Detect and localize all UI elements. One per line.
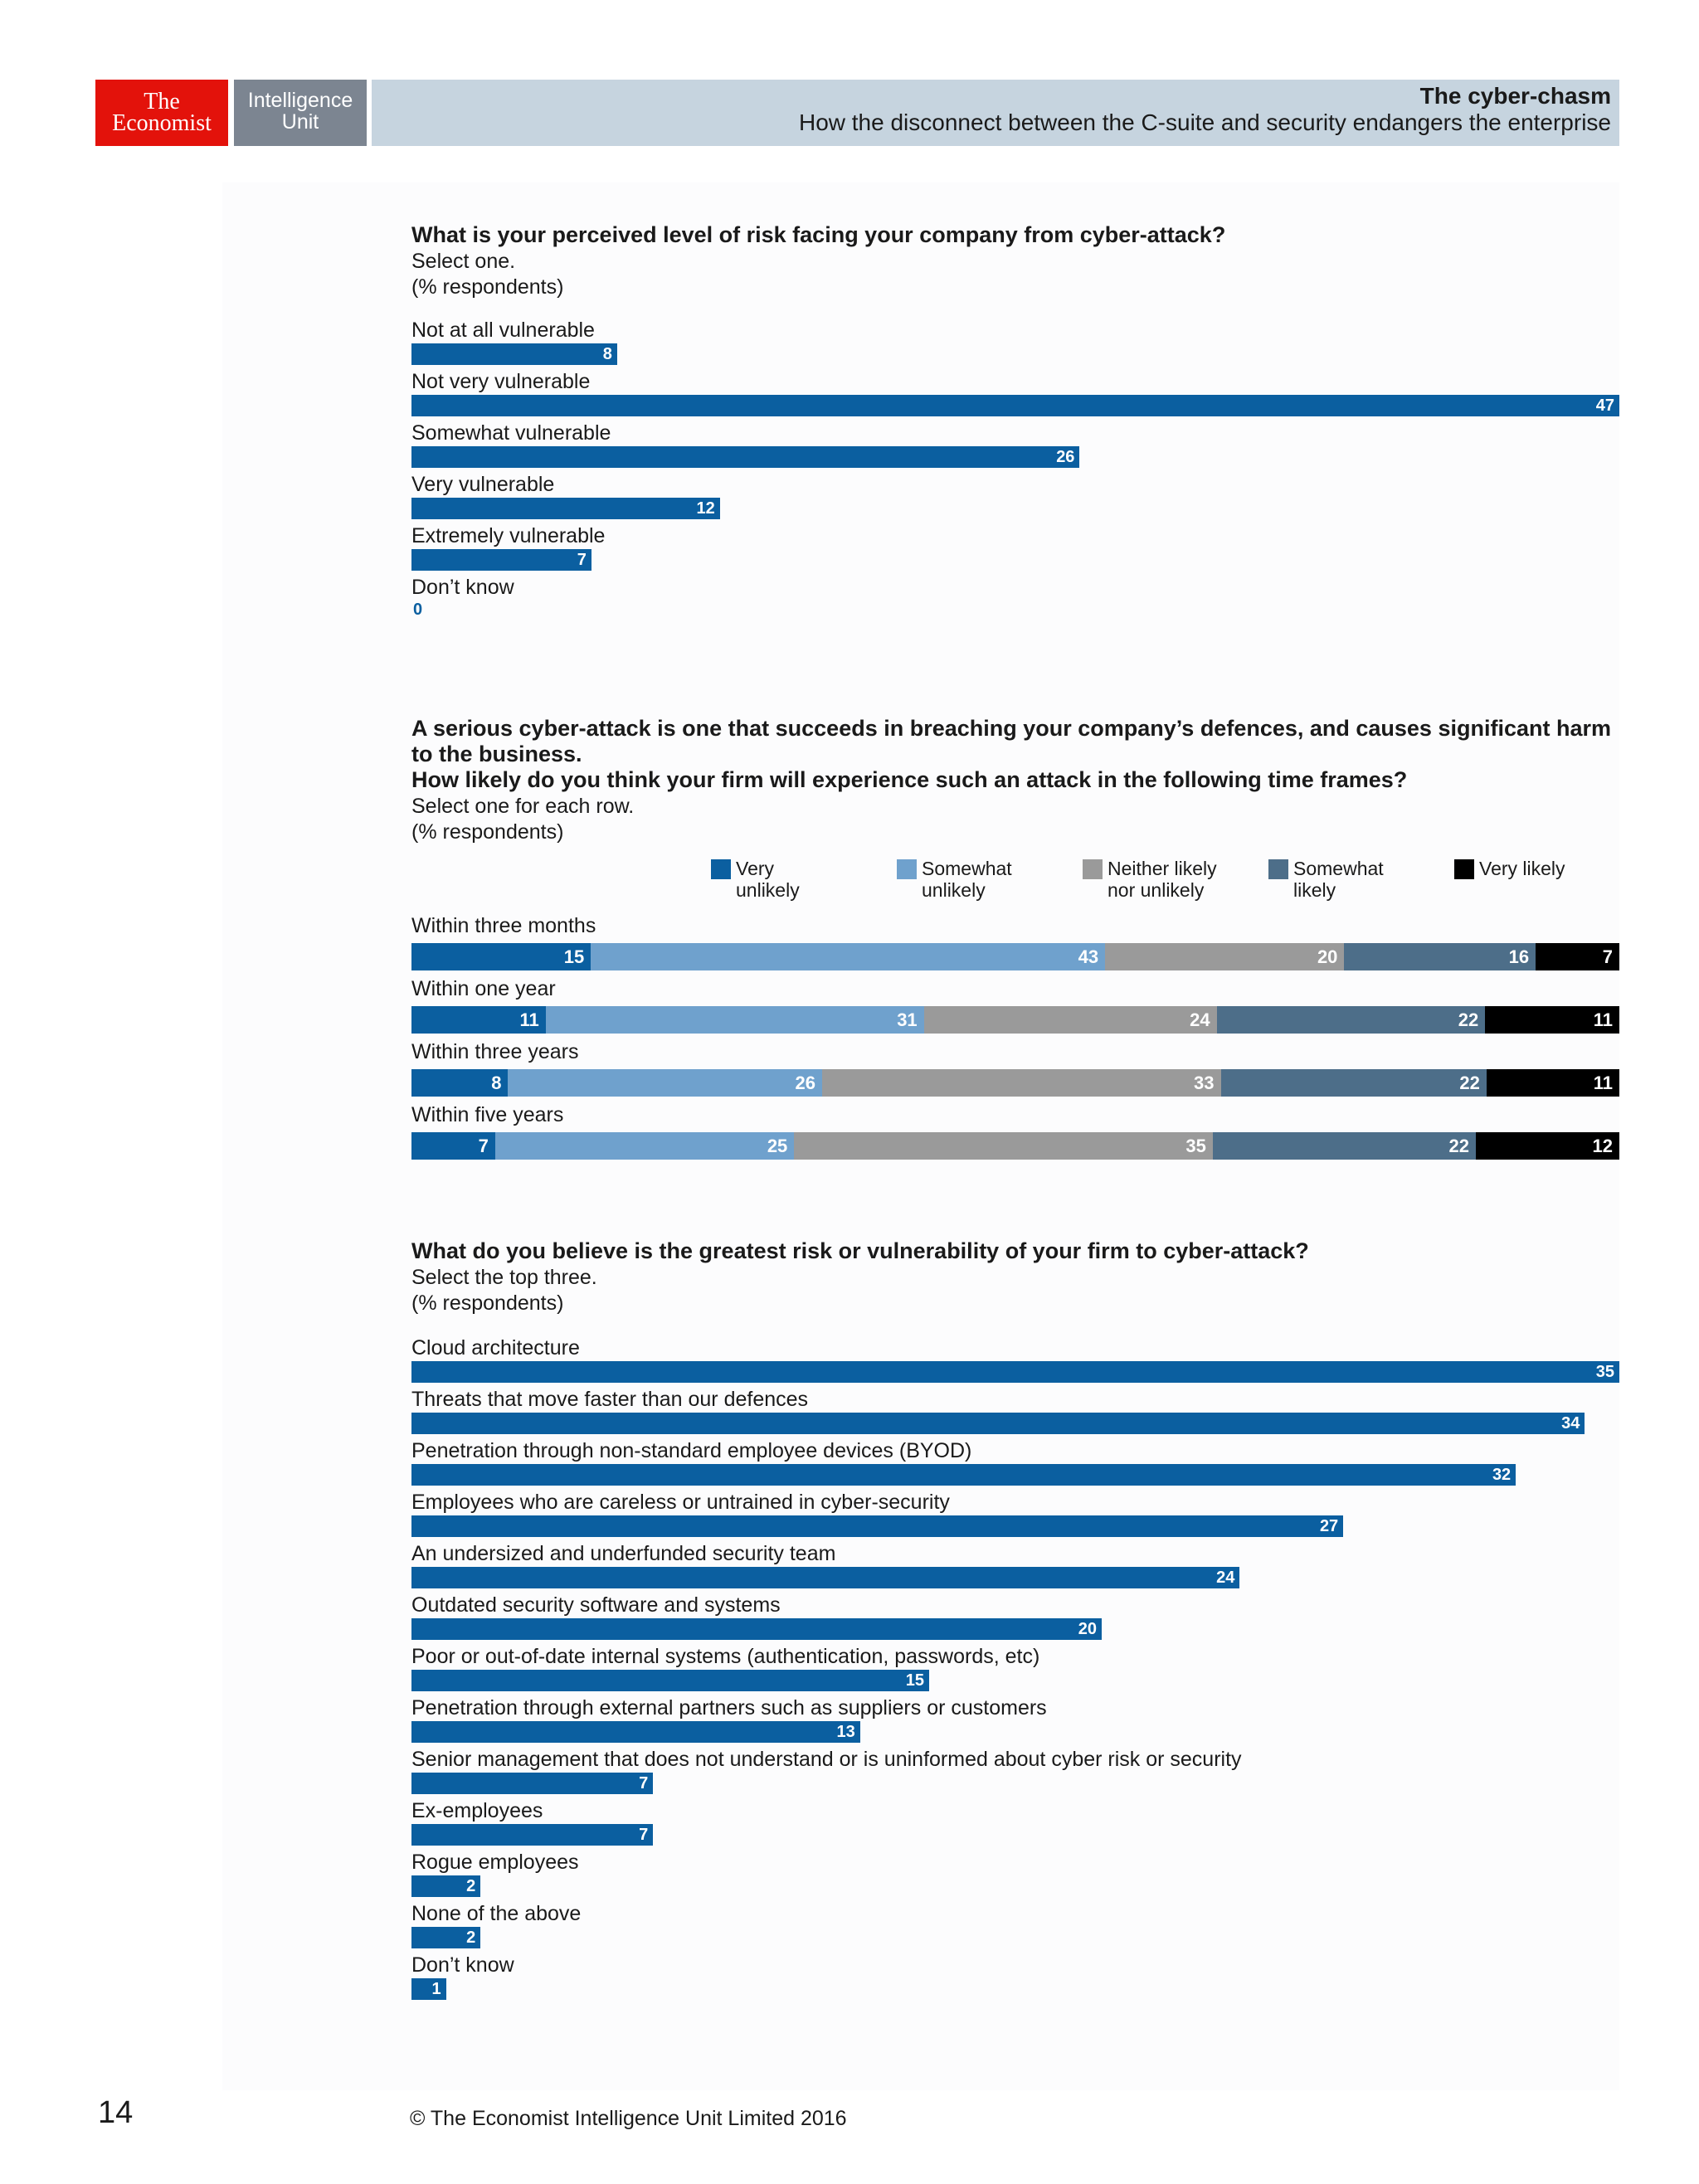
bar-value-label: 1 [431,1980,441,1998]
bar-label: Threats that move faster than our defences [411,1388,809,1411]
bar-value-label: 15 [905,1671,924,1690]
bar-label: Not at all vulnerable [411,319,595,342]
bar-label: Penetration through non-standard employee devices (BYOD) [411,1439,972,1462]
logo-line-2: Economist [112,110,212,136]
bar-value-label: 2 [466,1877,476,1895]
bar-label: Extremely vulnerable [411,524,606,547]
segment-value-label: 11 [1593,1009,1613,1030]
chart2-unit-note: (% respondents) [411,820,564,844]
page-header [95,80,1619,146]
bar [411,1464,1516,1486]
bar-value-label: 2 [466,1929,476,1947]
segment-value-label: 26 [795,1073,816,1093]
stack-row-label: Within three months [411,914,596,937]
bar-label: Cloud architecture [411,1336,580,1360]
legend-swatch [1268,859,1288,879]
bar-segment [924,1006,1217,1034]
chart3-unit-note: (% respondents) [411,1291,564,1315]
segment-value-label: 12 [1592,1136,1613,1156]
segment-value-label: 33 [1194,1073,1215,1093]
chart1-subtitle: Select one. [411,250,516,273]
bar [411,1567,1239,1588]
bar-segment [794,1132,1213,1160]
legend-swatch [1083,859,1103,879]
bar-label: Don’t know [411,1953,514,1977]
bar-segment [1221,1069,1487,1097]
bar-label: Employees who are careless or untrained in cyber-security [411,1491,950,1514]
segment-value-label: 43 [1078,946,1099,967]
bar-segment [1213,1132,1476,1160]
bar [411,1515,1343,1537]
bar-value-label: 47 [1595,396,1614,415]
page-number: 14 [98,2095,134,2130]
copyright-footer: © The Economist Intelligence Unit Limited 2016 [410,2107,847,2130]
bar [411,343,617,365]
bar-segment [411,943,591,970]
bar-value-label: 8 [602,345,612,363]
stack-row-label: Within one year [411,977,556,1000]
bar [411,1773,653,1794]
segment-value-label: 16 [1508,946,1530,967]
legend-label: Somewhat likely [1293,858,1384,901]
eiu-logo [234,80,367,146]
report-title: The cyber-chasm [1419,83,1611,109]
chart2-title-line-1: A serious cyber-attack is one that succeeds in breaching your company’s defences, and causes significant harm to the business. [411,716,1611,766]
bar-segment [1344,943,1536,970]
bar [411,1618,1102,1640]
segment-value-label: 22 [1458,1009,1479,1030]
bar-segment [411,1069,508,1097]
bar [411,549,591,571]
report-title-band [372,80,1619,146]
bar-value-label: 26 [1056,448,1075,466]
stacked-bar [411,1069,1619,1097]
stack-row-label: Within three years [411,1040,579,1063]
logo-line-1: The [144,89,180,114]
bar-segment [495,1132,794,1160]
chart3-title: What do you believe is the greatest risk or vulnerability of your firm to cyber-attack? [411,1238,1309,1263]
bar-label: Outdated security software and systems [411,1593,781,1617]
legend-label: Neither likely nor unlikely [1108,858,1217,901]
segment-value-label: 8 [491,1073,502,1093]
segment-value-label: 22 [1448,1136,1469,1156]
bar-label: Not very vulnerable [411,370,591,393]
segment-value-label: 25 [767,1136,788,1156]
bar-value-label: 20 [1078,1620,1097,1638]
bar-segment [1476,1132,1619,1160]
legend-swatch [897,859,917,879]
stacked-bar [411,1132,1619,1160]
segment-value-label: 35 [1185,1136,1206,1156]
bar [411,498,720,519]
report-subtitle: How the disconnect between the C-suite and security endangers the enterprise [798,109,1611,135]
bar-segment [546,1006,924,1034]
bar [411,1413,1585,1434]
bar-value-label: 24 [1216,1569,1235,1587]
bar [411,1721,860,1743]
legend-label: Somewhat unlikely [922,858,1012,901]
bar-value-label: 7 [577,551,587,569]
segment-value-label: 20 [1317,946,1338,967]
bar-label: An undersized and underfunded security team [411,1542,836,1565]
bar-value-label: 32 [1492,1466,1512,1484]
legend-swatch [1454,859,1474,879]
bar [411,395,1619,416]
bar-label: Poor or out-of-date internal systems (authentication, passwords, etc) [411,1645,1040,1668]
economist-logo [95,80,228,146]
bar-value-label: 27 [1319,1517,1339,1535]
segment-value-label: 7 [1602,946,1613,967]
legend-label: Very likely [1479,858,1565,879]
bar [411,1361,1619,1383]
bar-label: Senior management that does not understand or is uninformed about cyber risk or security [411,1748,1242,1771]
bar-segment [508,1069,822,1097]
bar-label: Somewhat vulnerable [411,421,611,445]
legend-label: Very unlikely [736,858,800,901]
stacked-bar [411,943,1619,970]
bar-segment [1536,943,1619,970]
bar-label: None of the above [411,1902,582,1925]
eiu-logo-line-2: Unit [281,110,319,134]
bar-label: Rogue employees [411,1851,579,1874]
eiu-logo-line-1: Intelligence [247,89,353,112]
bar-segment [1487,1069,1619,1097]
bar-segment [411,1132,495,1160]
stack-row-label: Within five years [411,1103,564,1126]
bar-label: Penetration through external partners such as suppliers or customers [411,1696,1047,1719]
stacked-bar [411,1006,1619,1034]
bar-value-label: 7 [639,1774,649,1792]
bar [411,446,1079,468]
bar-label: Very vulnerable [411,473,555,496]
bar-value-label: 13 [836,1723,855,1741]
chart1-title: What is your perceived level of risk facing your company from cyber-attack? [411,222,1226,247]
bar-segment [411,1006,546,1034]
bar-value-label: 7 [639,1826,649,1844]
bar-segment [1105,943,1344,970]
segment-value-label: 7 [478,1136,489,1156]
bar [411,1670,929,1691]
bar [411,1927,480,1948]
segment-value-label: 22 [1459,1073,1480,1093]
bar-value-label: 0 [413,601,423,619]
bar-label: Ex-employees [411,1799,543,1822]
segment-value-label: 31 [897,1009,918,1030]
bar-value-label: 12 [696,499,715,518]
bar-label: Don’t know [411,576,514,599]
bar-value-label: 35 [1595,1363,1614,1381]
bar-segment [1485,1006,1619,1034]
segment-value-label: 24 [1190,1009,1210,1030]
segment-value-label: 11 [1593,1073,1613,1093]
legend-swatch [711,859,731,879]
segment-value-label: 15 [563,946,585,967]
chart2-title-line-2: How likely do you think your firm will experience such an attack in the following time frames? [411,767,1408,792]
bar [411,1875,480,1897]
bar-value-label: 34 [1561,1414,1580,1432]
bar-segment [822,1069,1220,1097]
chart3-subtitle: Select the top three. [411,1266,597,1289]
bar-segment [1217,1006,1486,1034]
chart2-subtitle: Select one for each row. [411,795,635,818]
chart1-unit-note: (% respondents) [411,275,564,299]
bar-segment [591,943,1105,970]
bar [411,1978,446,2000]
bar [411,1824,653,1846]
segment-value-label: 11 [519,1009,539,1030]
